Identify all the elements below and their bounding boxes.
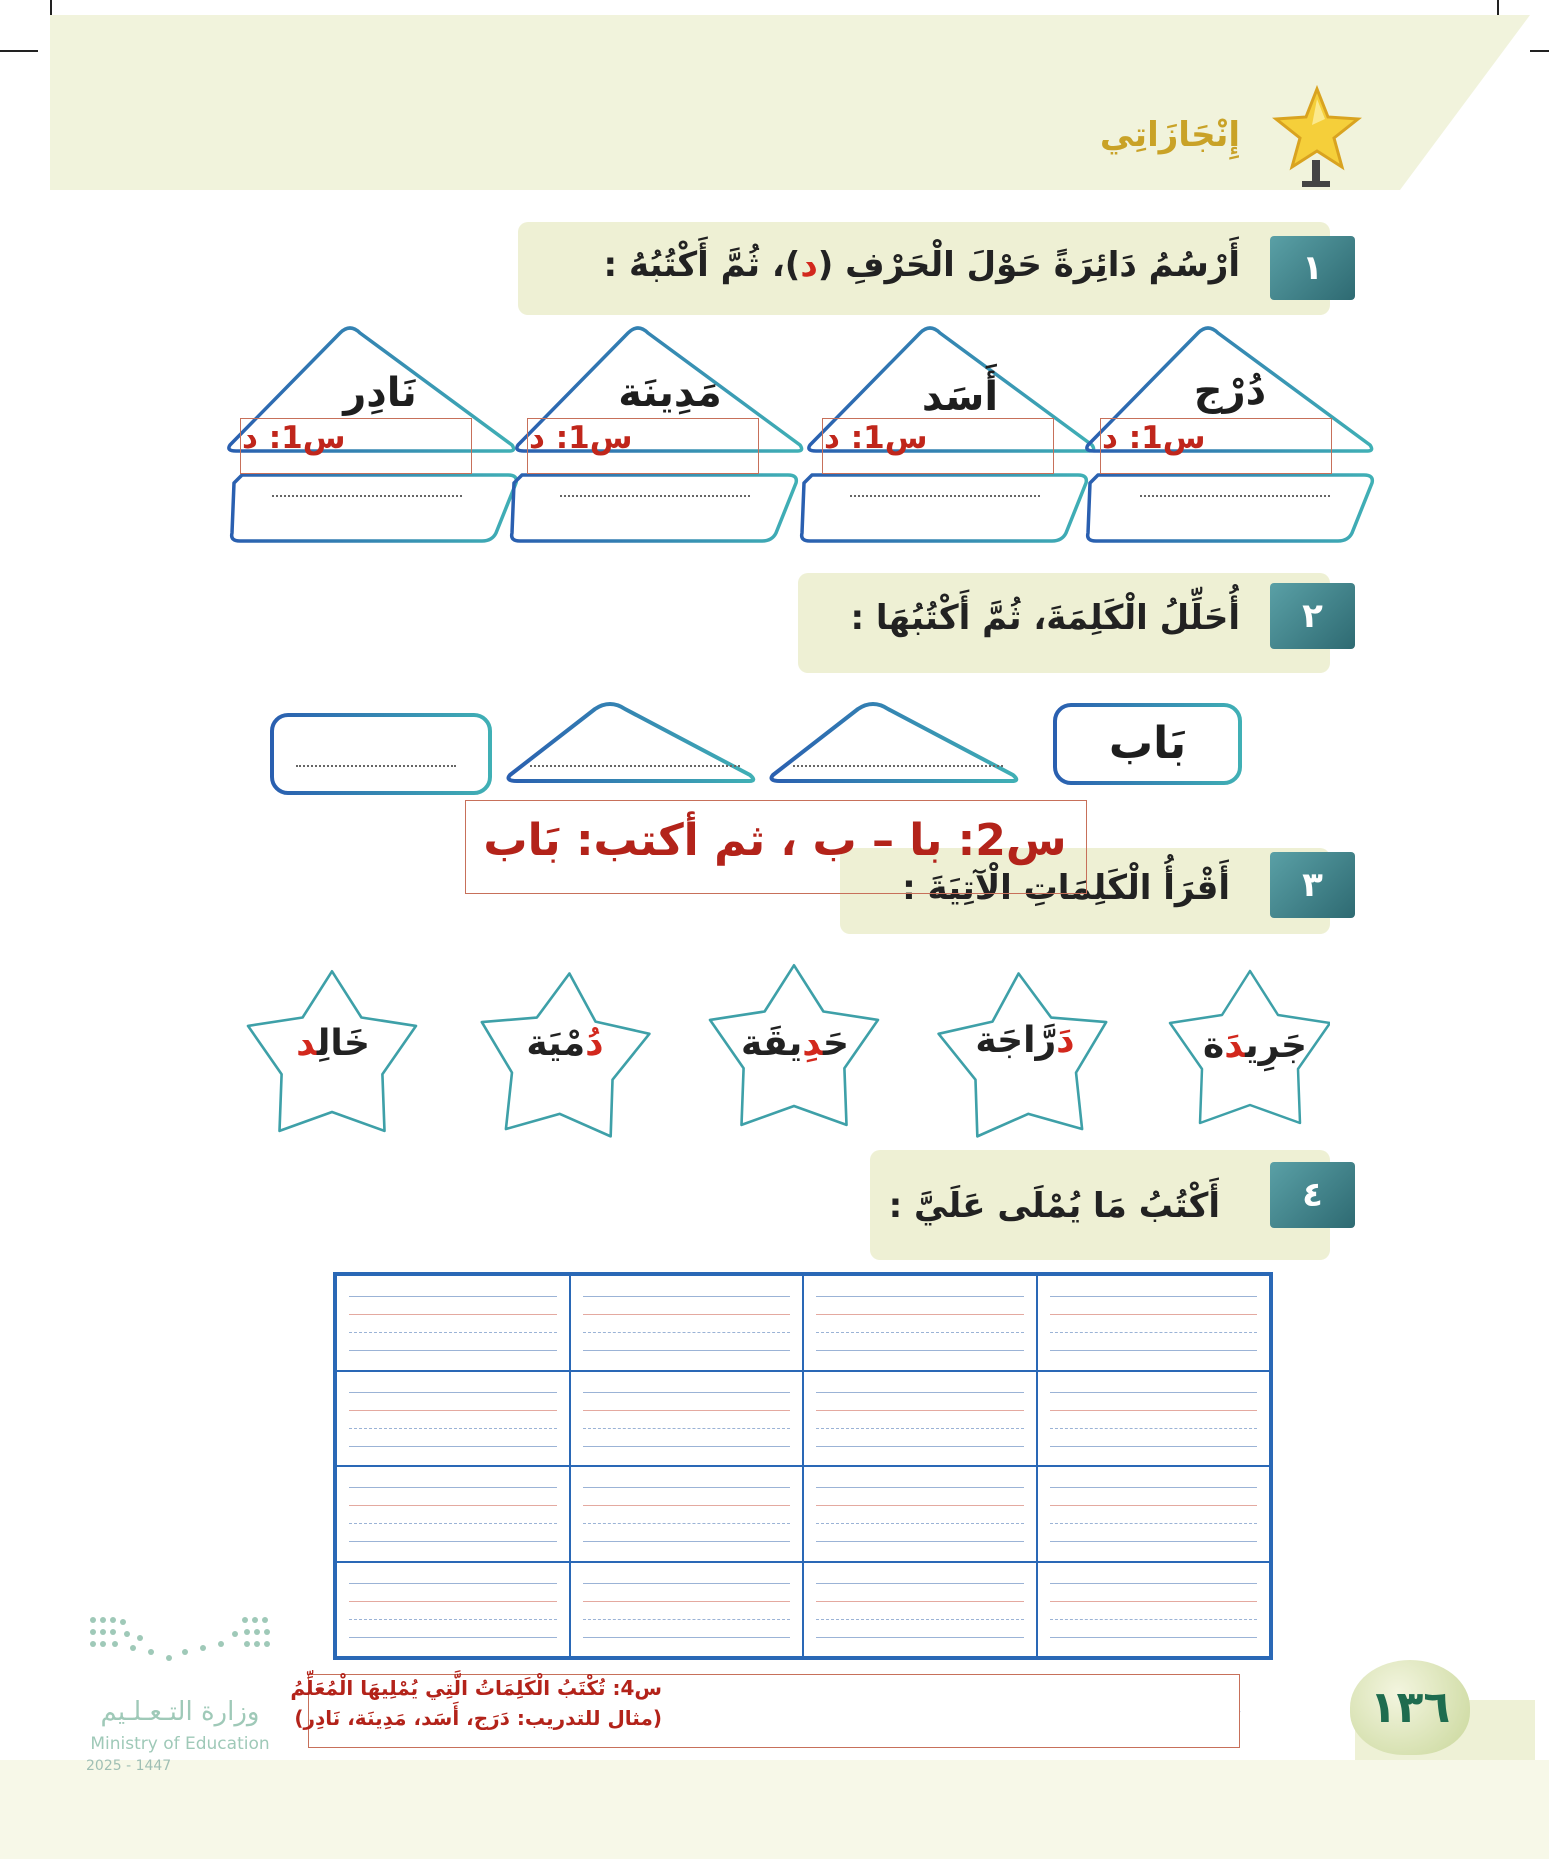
grid-cell[interactable]: [336, 1275, 570, 1371]
page-number: ١٣٦: [1350, 1660, 1470, 1755]
q1-annotation: س1: د: [824, 420, 928, 456]
grid-cell[interactable]: [803, 1466, 1037, 1562]
q4-instruction: أَكْتُبُ مَا يُمْلَى عَلَيَّ :: [888, 1186, 1220, 1226]
year-label: 2025 - 1447: [86, 1758, 172, 1774]
grid-cell[interactable]: [1037, 1562, 1271, 1658]
grid-cell[interactable]: [803, 1371, 1037, 1467]
q2-answer-line[interactable]: [296, 765, 456, 767]
q3-word-letter: دِ: [802, 1023, 824, 1064]
q3-word-letter: دَ: [1224, 1025, 1246, 1066]
ministry-name-ar: وزارة التـعـلـيم: [100, 1697, 260, 1727]
grid-cell[interactable]: [570, 1275, 804, 1371]
q4-annotation-line: س4: تُكْتَبُ الْكَلِمَاتُ الَّتِي يُمْلِيهَا الْمُعَلِّمُ: [290, 1676, 662, 1700]
q3-instruction: أَقْرَأُ الْكَلِمَاتِ الْآتِيَةَ :: [902, 868, 1230, 908]
section-title: إِنْجَازَاتِي: [1099, 115, 1240, 155]
q3-word: [720, 1023, 870, 1064]
q1-letter: د: [800, 245, 818, 285]
q2-annotation: س2: با – ب ، ثم أكتب: بَاب: [483, 815, 1067, 866]
grid-cell[interactable]: [1037, 1275, 1271, 1371]
q4-number: ٤: [1270, 1162, 1355, 1228]
q1-word: نَادِر: [343, 370, 417, 416]
q1-word: دُرْج: [1193, 368, 1267, 414]
q1-annotation: س1: د: [242, 420, 346, 456]
ministry-logo-icon: [85, 1612, 275, 1670]
q1-word: أَسَد: [921, 374, 999, 420]
q2-instruction: أُحَلِّلُ الْكَلِمَةَ، ثُمَّ أَكْتُبُهَا :: [850, 598, 1240, 638]
q1-annotation: س1: د: [1102, 420, 1206, 456]
ministry-name-en: Ministry of Education: [90, 1734, 270, 1754]
q1-number: ١: [1270, 236, 1355, 300]
q1-answer-line[interactable]: [850, 495, 1040, 497]
grid-cell[interactable]: [1037, 1466, 1271, 1562]
q3-word-letter: دُ: [585, 1023, 604, 1064]
grid-cell[interactable]: [570, 1466, 804, 1562]
q2-word: بَاب: [1108, 718, 1187, 769]
grid-cell[interactable]: [803, 1562, 1037, 1658]
q3-word-part: حَ: [823, 1023, 849, 1064]
q3-word: [490, 1023, 640, 1064]
q3-number: ٣: [1270, 852, 1355, 918]
q2-number: ٢: [1270, 583, 1355, 649]
grid-cell[interactable]: [570, 1562, 804, 1658]
q3-word: [950, 1020, 1100, 1061]
q2-answer-line[interactable]: [793, 765, 1003, 767]
dictation-grid: [333, 1272, 1273, 1660]
q3-word-part: خَالِ: [316, 1023, 370, 1064]
q1-answer-line[interactable]: [560, 495, 750, 497]
q4-annotation-line: (مثال للتدريب: دَرَج، أَسَد، مَدِينَة، نَادِر): [294, 1706, 662, 1730]
q3-word-part: مْيَة: [526, 1023, 586, 1064]
q2-answer-line[interactable]: [530, 765, 740, 767]
q3-word-part: جَرِي: [1245, 1025, 1307, 1066]
q1-instruction: [520, 245, 1240, 285]
q1-text-end: )، ثُمَّ أَكْتُبُهُ :: [603, 245, 801, 285]
star-icon: [1272, 85, 1362, 190]
q3-word-part: ة: [1203, 1025, 1225, 1066]
footer-band: [0, 1760, 1549, 1859]
q3-word-letter: دَ: [1056, 1020, 1075, 1061]
q1-text: أَرْسُمُ دَائِرَةً حَوْلَ الْحَرْفِ (: [817, 245, 1240, 285]
grid-cell[interactable]: [336, 1466, 570, 1562]
grid-cell[interactable]: [803, 1275, 1037, 1371]
grid-cell[interactable]: [336, 1371, 570, 1467]
grid-cell[interactable]: [336, 1562, 570, 1658]
q3-word: [258, 1023, 408, 1064]
q4-annotation: [290, 1676, 662, 1730]
q3-word: [1180, 1025, 1330, 1066]
q1-answer-line[interactable]: [272, 495, 462, 497]
q3-word-part: يقَة: [740, 1023, 803, 1064]
grid-cell[interactable]: [1037, 1371, 1271, 1467]
crop-mark: [0, 50, 38, 52]
q1-answer-line[interactable]: [1140, 495, 1330, 497]
q1-word: مَدِينَة: [618, 370, 722, 416]
grid-cell[interactable]: [570, 1371, 804, 1467]
q1-annotation: س1: د: [529, 420, 633, 456]
q3-word-letter: د: [296, 1023, 317, 1064]
q3-word-part: رَّاجَة: [975, 1020, 1057, 1061]
